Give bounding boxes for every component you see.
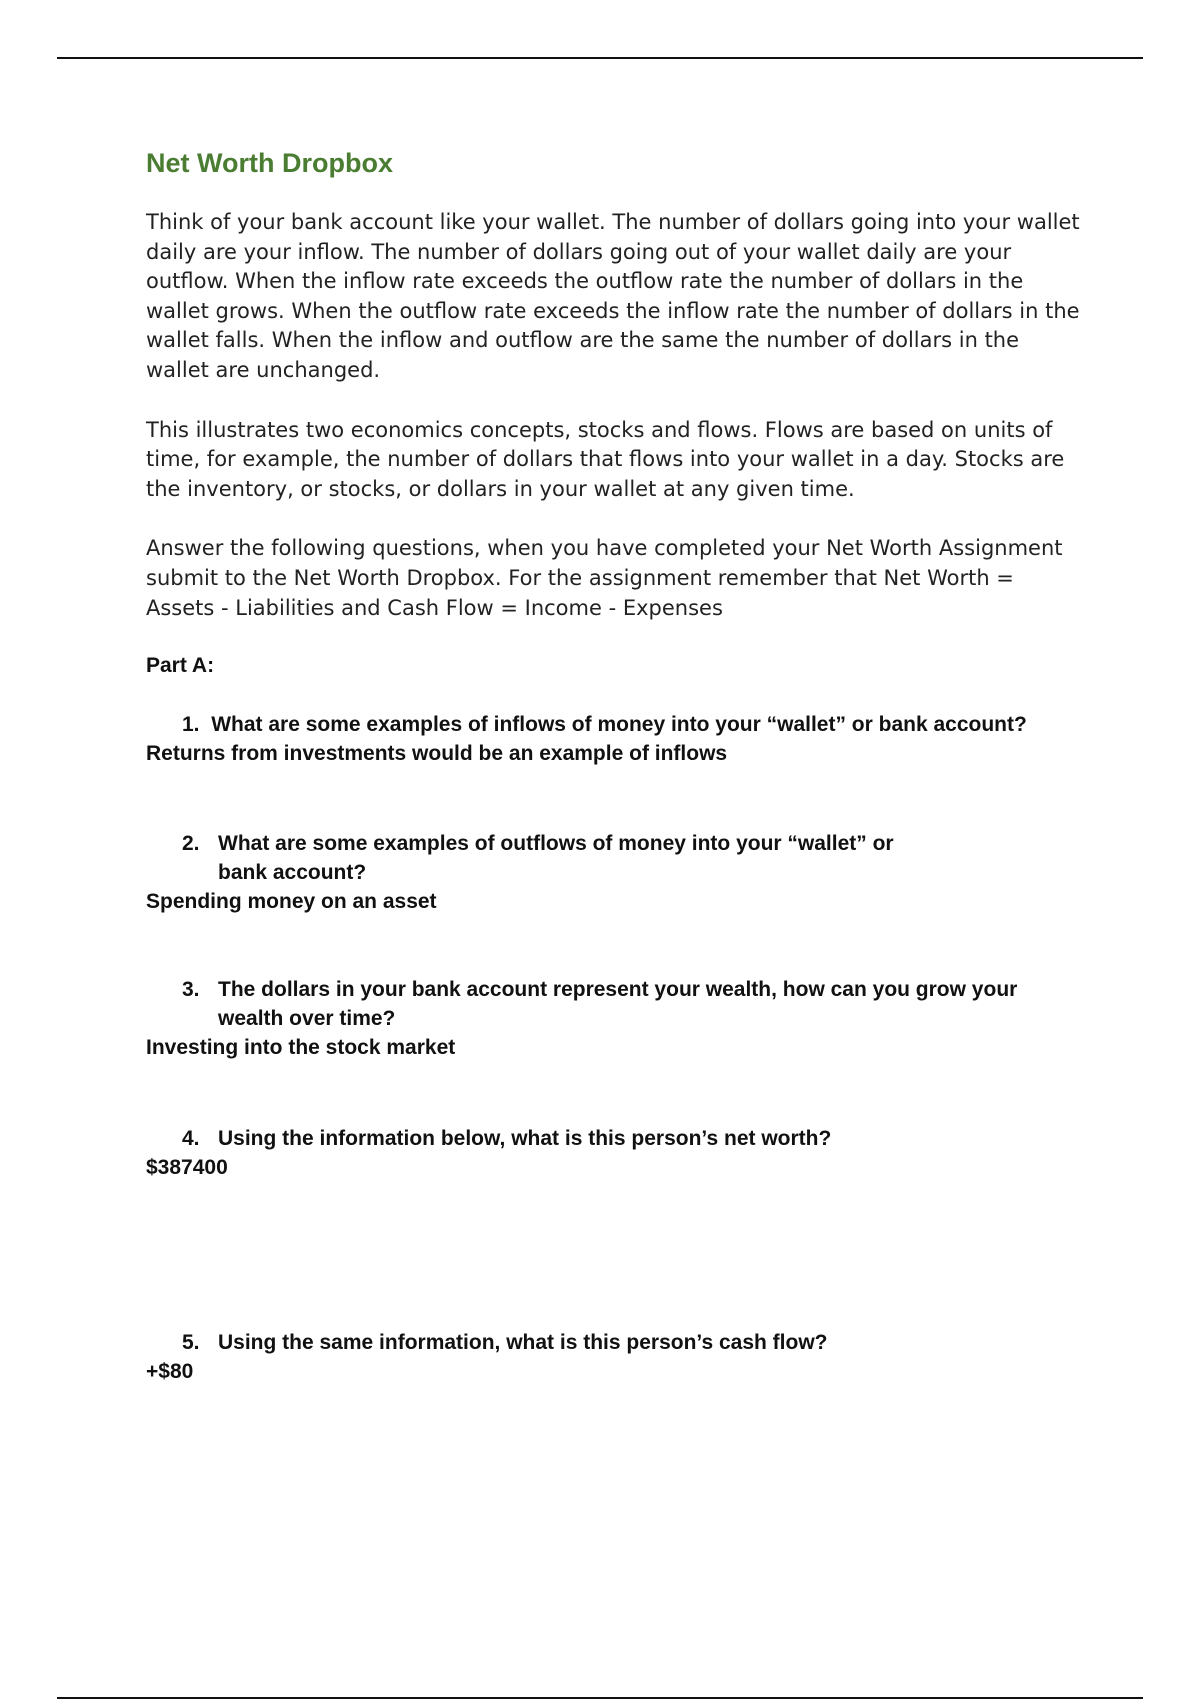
question-3: [146, 975, 1086, 1033]
document-body: [146, 140, 1086, 1386]
question-2: [146, 829, 1086, 887]
top-rule: [57, 57, 1143, 59]
question-1-number: 1.: [182, 713, 200, 737]
answer-3: Investing into the stock market: [146, 1036, 456, 1060]
question-3-text: The dollars in your bank account represent your wealth, how can you grow your wealth over time?: [218, 978, 1018, 1031]
question-1-text: What are some examples of inflows of money into your “wallet” or bank account? Returns from investments would be an example of inflows: [146, 713, 1027, 766]
part-heading: Part A:: [146, 654, 215, 678]
question-3-number: 3.: [182, 978, 200, 1002]
answer-5: +$80: [146, 1360, 194, 1384]
concepts-paragraph: This illustrates two economics concepts, stocks and flows. Flows are based on units of time, for example, the number of dollars that flows into your wallet in a day. Stocks are the inventory, or stocks, or dollars in your wallet at any given time.: [146, 417, 1065, 501]
page-title: Net Worth Dropbox: [146, 148, 393, 178]
question-5-text: Using the same information, what is this person’s cash flow?: [218, 1331, 828, 1355]
intro-paragraph: Think of your bank account like your wallet. The number of dollars going into your wallet daily are your inflow. The number of dollars going out of your wallet daily are your outflow. When the inflow rate exceeds the outflow rate the number of dollars in the wallet grows. When the outflow rate exceeds the inflow rate the number of dollars in the wallet falls. When the inflow and outflow are the same the number of dollars in the wallet are unchanged.: [146, 210, 1080, 382]
answer-4: $387400: [146, 1156, 228, 1180]
question-5-number: 5.: [182, 1331, 200, 1355]
answer-2: Spending money on an asset: [146, 890, 437, 914]
question-2-number: 2.: [182, 832, 200, 856]
question-1: [146, 710, 1086, 768]
question-2-text: What are some examples of outflows of money into your “wallet” or bank account?: [218, 832, 894, 885]
question-4-number: 4.: [182, 1127, 200, 1151]
instructions-paragraph: Answer the following questions, when you have completed your Net Worth Assignment submit to the Net Worth Dropbox. For the assignment remember that Net Worth = Assets - Liabilities and Cash Flow = Income - Expenses: [146, 536, 1063, 620]
question-4: [146, 1124, 1086, 1153]
question-4-text: Using the information below, what is this person’s net worth?: [218, 1127, 832, 1151]
bottom-rule: [57, 1697, 1143, 1699]
question-5: [146, 1328, 1086, 1357]
